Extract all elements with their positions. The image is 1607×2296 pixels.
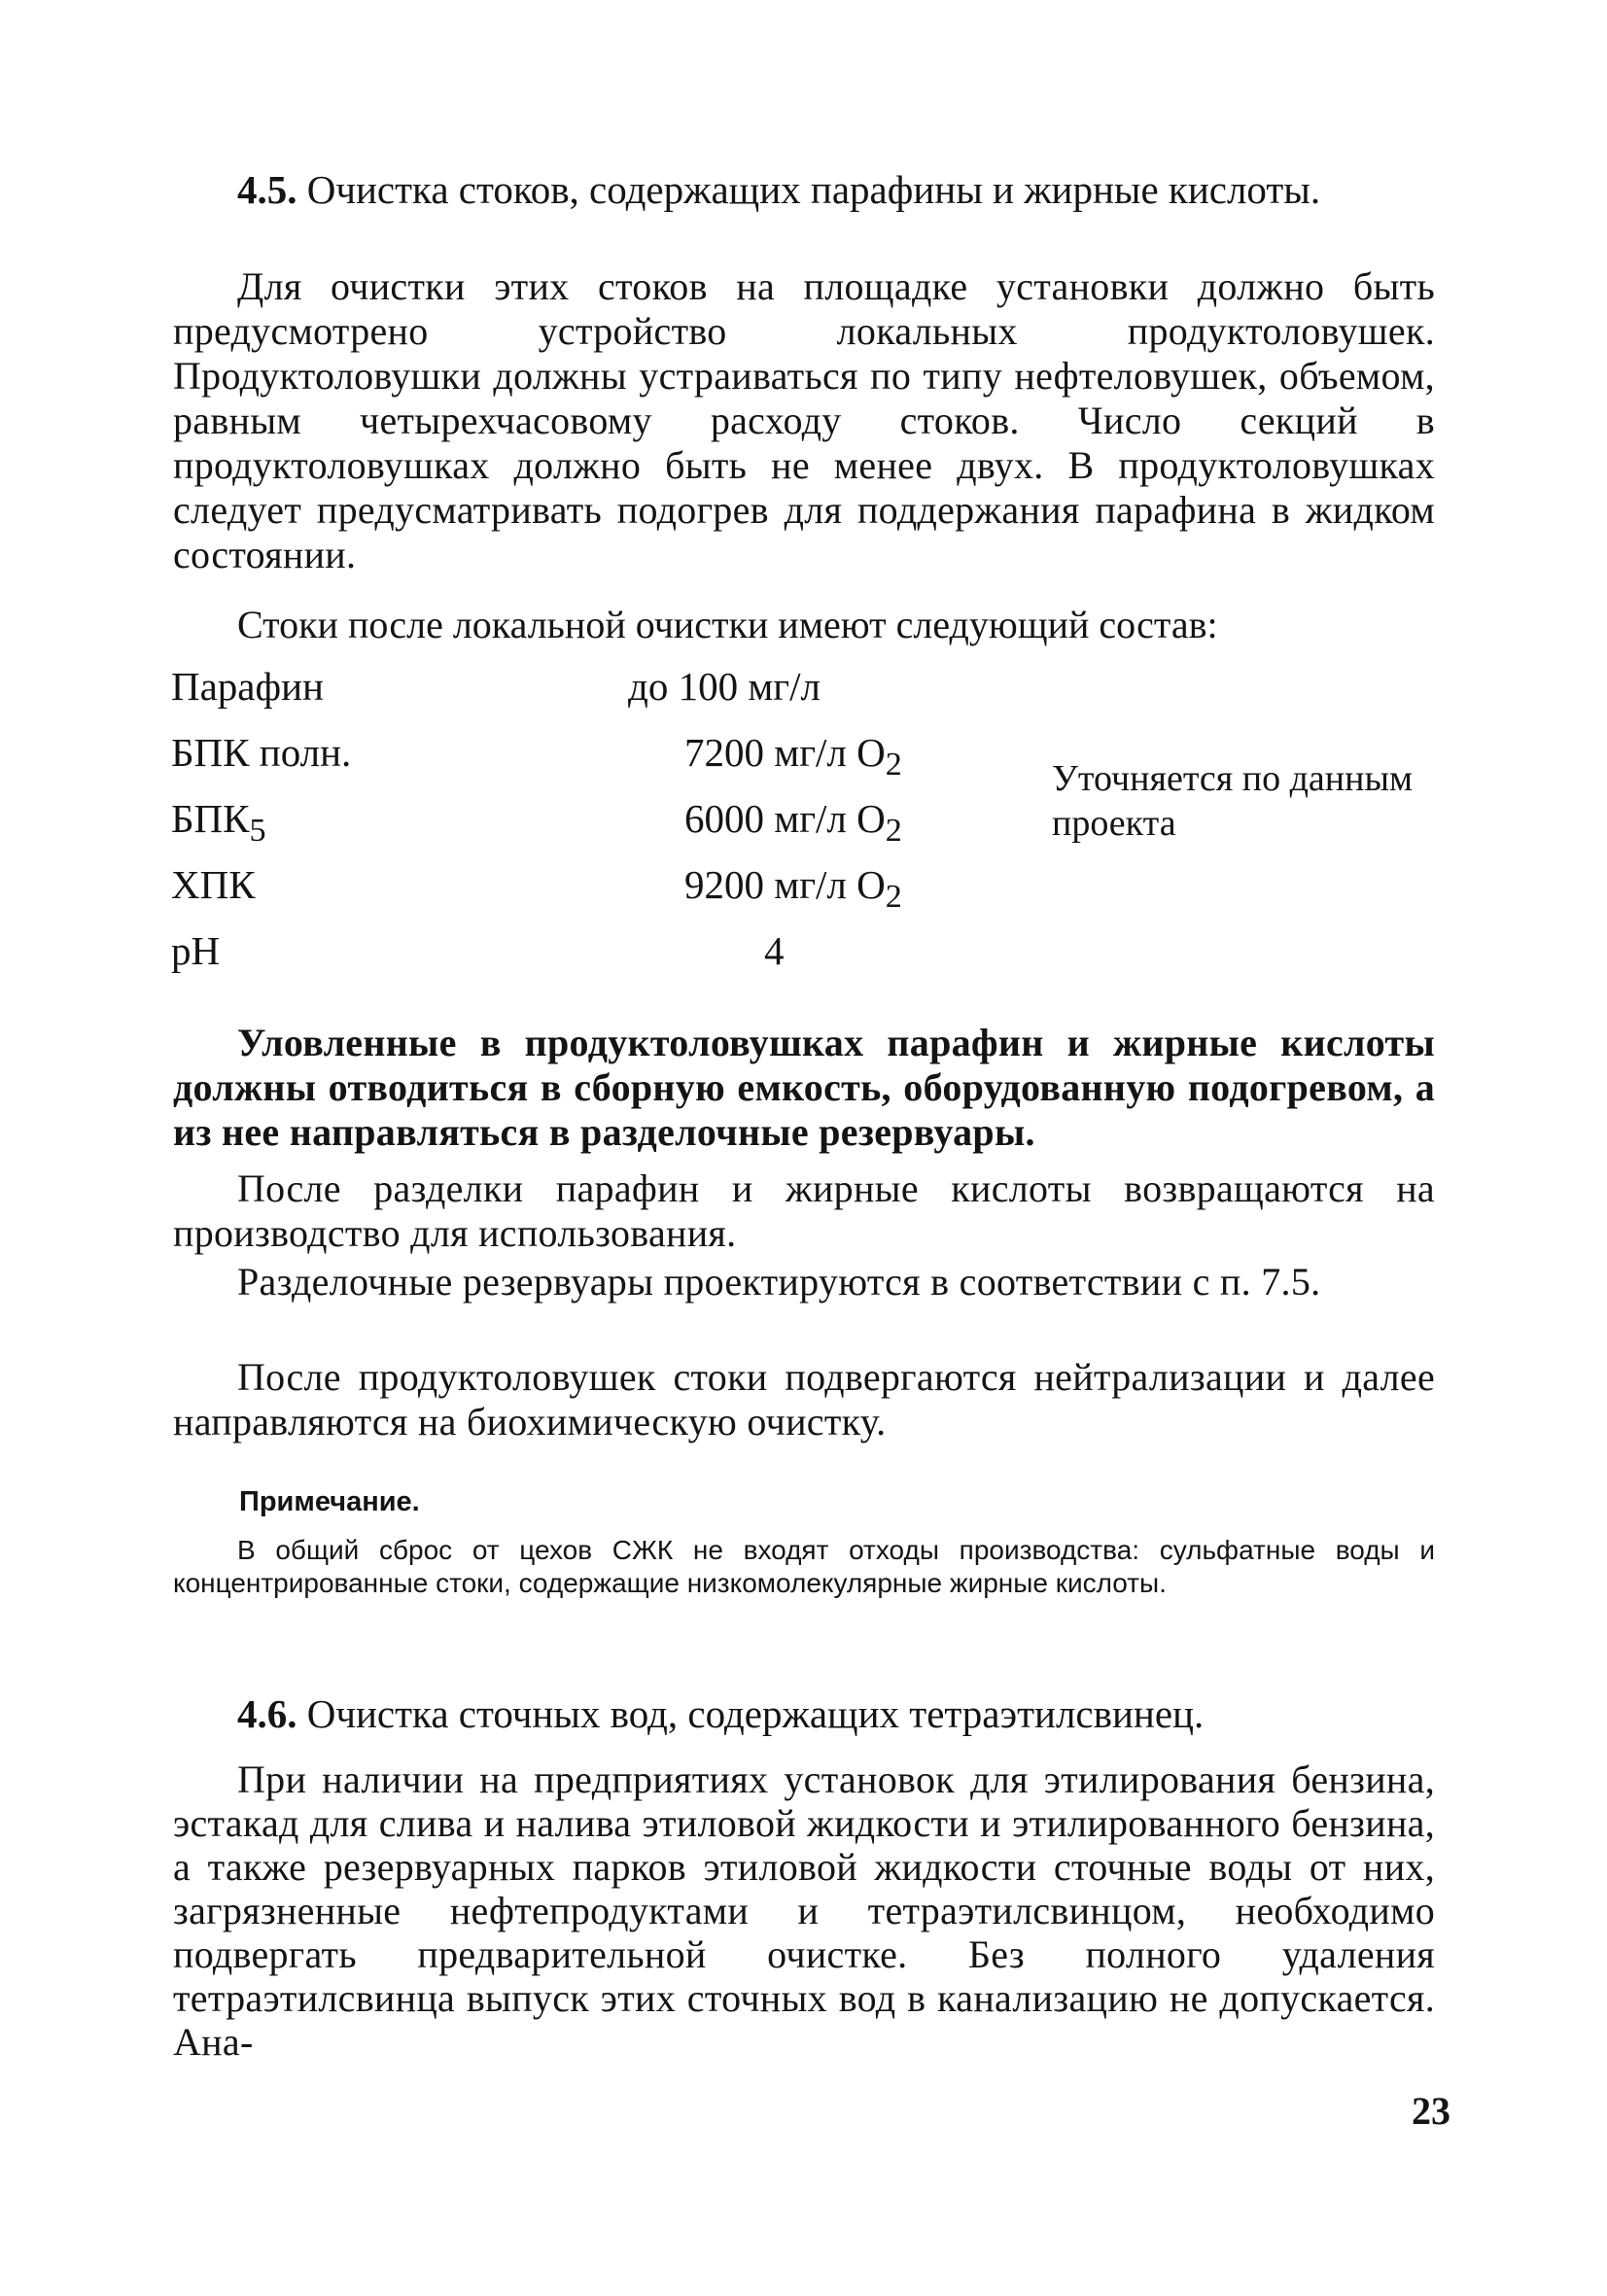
composition-value-cod xyxy=(684,861,1132,921)
section-title: Очистка стоков, содержащих парафины и жирные кислоты. xyxy=(306,167,1321,212)
composition-value-subscript: 2 xyxy=(885,879,902,916)
paragraph-captured-paraffins: Уловленные в продуктоловушках парафин и жирные кислоты должны отводиться в сборную емкость, оборудованную подогревом, а из нее направляться в разделочные резервуары. xyxy=(173,1021,1435,1154)
composition-name-cod: ХПК xyxy=(171,862,256,907)
note-title: Примечание. xyxy=(239,1486,420,1517)
composition-name-bod5 xyxy=(171,795,266,854)
page-number: 23 xyxy=(1412,2089,1450,2133)
composition-value-text: 4 xyxy=(764,928,785,973)
composition-table xyxy=(171,663,1445,974)
composition-value-text: до 100 мг/л xyxy=(628,664,821,709)
section-number: 4.6. xyxy=(237,1691,297,1736)
composition-value-subscript: 2 xyxy=(885,747,902,783)
composition-value-ph xyxy=(764,927,959,974)
composition-name-bod-full: БПК полн. xyxy=(171,730,352,775)
composition-value-subscript: 2 xyxy=(885,813,902,850)
composition-value-paraffin xyxy=(628,663,1075,710)
composition-side-note: Уточняется по данным проекта xyxy=(1052,758,1414,844)
composition-name-text: БПК xyxy=(171,796,250,841)
composition-value-text: 9200 мг/л O xyxy=(684,862,886,907)
paragraph-tetraethyl-lead: При наличии на предприятиях установок для этилирования бензина, эстакад для слива и налива этиловой жидкости и этилированного бензина, а также резервуарных парков этиловой жидкости сточные воды от них, загрязненные нефтепродуктами и тетраэтилсвинцом, необходимо подвергать предварительной очистке. Без полного удаления тетраэтилсвинца выпуск этих сточных вод в канализацию не допускается. Ана- xyxy=(173,1757,1435,2064)
paragraph-cutting-tanks: Разделочные резервуары проектируются в соответствии с п. 7.5. xyxy=(237,1260,1321,1304)
composition-value-text: 6000 мг/л O xyxy=(684,796,886,841)
composition-intro: Стоки после локальной очистки имеют следующий состав: xyxy=(237,603,1218,646)
composition-name-subscript: 5 xyxy=(249,813,266,850)
section-title: Очистка сточных вод, содержащих тетраэтилсвинец. xyxy=(306,1691,1205,1736)
composition-name-ph: pH xyxy=(171,928,221,973)
paragraph-neutralization: После продуктоловушек стоки подвергаются нейтрализации и далее направляются на биохимическую очистку. xyxy=(173,1355,1435,1444)
section-4-5-heading xyxy=(173,167,1435,212)
composition-name-paraffin: Парафин xyxy=(171,664,324,709)
paragraph-product-traps: Для очистки этих стоков на площадке установки должно быть предусмотрено устройство локальных продуктоловушек. Продуктоловушки должны устраиваться по типу нефтеловушек, объемом, равным четырехчасовому расходу стоков. Число секций в продуктоловушках должно быть не менее двух. В продуктоловушках следует предусматривать подогрев для поддержания парафина в жидком состоянии. xyxy=(173,264,1435,576)
section-number: 4.5. xyxy=(237,167,297,212)
paragraph-after-cutting: После разделки парафин и жирные кислоты возвращаются на производство для использования. xyxy=(173,1166,1435,1255)
composition-value-text: 7200 мг/л O xyxy=(684,730,886,775)
section-4-6-heading xyxy=(173,1691,1435,1736)
note-text: В общий сброс от цехов СЖК не входят отходы производства: сульфатные воды и концентрированные стоки, содержащие низкомолекулярные жирные кислоты. xyxy=(173,1535,1435,1598)
